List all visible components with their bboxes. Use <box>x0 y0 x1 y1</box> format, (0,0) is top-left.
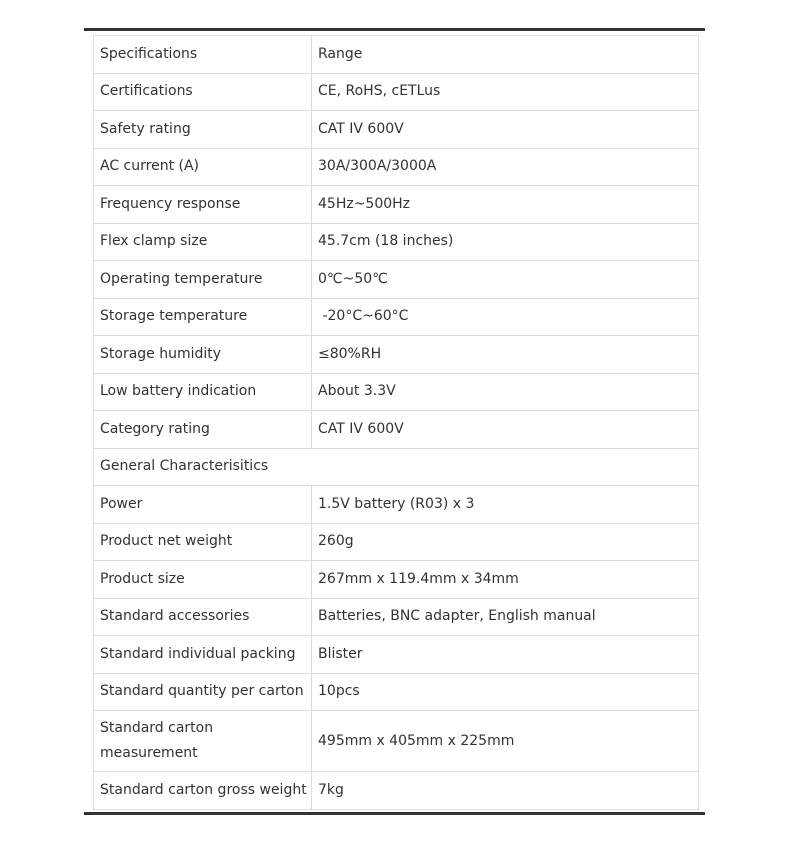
spec-label: Safety rating <box>94 111 312 149</box>
spec-value: CE, RoHS, cETLus <box>312 73 699 111</box>
spec-label: Operating temperature <box>94 261 312 299</box>
table-row <box>94 261 699 299</box>
spec-label: Product size <box>94 561 312 599</box>
spec-label: Frequency response <box>94 186 312 224</box>
section-title: General Characterisitics <box>94 448 699 486</box>
table-row <box>94 186 699 224</box>
table-row <box>94 598 699 636</box>
spec-label: Standard carton measurement <box>94 711 312 772</box>
spec-label: Product net weight <box>94 523 312 561</box>
spec-value: 267mm x 119.4mm x 34mm <box>312 561 699 599</box>
header-value-cell: Range <box>312 36 699 74</box>
table-row <box>94 336 699 374</box>
spec-label: AC current (A) <box>94 148 312 186</box>
spec-sheet-frame <box>84 28 705 815</box>
table-row <box>94 373 699 411</box>
specifications-table <box>93 35 699 810</box>
spec-label: Power <box>94 486 312 524</box>
header-label-cell: Specifications <box>94 36 312 74</box>
spec-label: Standard carton gross weight <box>94 772 312 810</box>
table-row <box>94 411 699 449</box>
table-row <box>94 486 699 524</box>
spec-label: Storage temperature <box>94 298 312 336</box>
spec-label: Category rating <box>94 411 312 449</box>
table-header-row <box>94 36 699 74</box>
spec-value: About 3.3V <box>312 373 699 411</box>
spec-value: Blister <box>312 636 699 674</box>
spec-value: Batteries, BNC adapter, English manual <box>312 598 699 636</box>
spec-value: 0℃~50℃ <box>312 261 699 299</box>
spec-value: ≤80%RH <box>312 336 699 374</box>
spec-value: 495mm x 405mm x 225mm <box>312 711 699 772</box>
spec-label: Storage humidity <box>94 336 312 374</box>
spec-value: 260g <box>312 523 699 561</box>
spec-value: 30A/300A/3000A <box>312 148 699 186</box>
table-row <box>94 298 699 336</box>
table-row <box>94 561 699 599</box>
spec-value: -20°C~60°C <box>312 298 699 336</box>
spec-value: 10pcs <box>312 673 699 711</box>
table-row <box>94 636 699 674</box>
table-row <box>94 673 699 711</box>
spec-value: 45.7cm (18 inches) <box>312 223 699 261</box>
spec-label: Flex clamp size <box>94 223 312 261</box>
table-row <box>94 711 699 772</box>
spec-value: 45Hz~500Hz <box>312 186 699 224</box>
table-row <box>94 148 699 186</box>
spec-label: Low battery indication <box>94 373 312 411</box>
spec-value: 7kg <box>312 772 699 810</box>
table-row <box>94 223 699 261</box>
table-row <box>94 73 699 111</box>
spec-value: 1.5V battery (R03) x 3 <box>312 486 699 524</box>
spec-label: Standard accessories <box>94 598 312 636</box>
table-row <box>94 523 699 561</box>
spec-value: CAT IV 600V <box>312 411 699 449</box>
spec-value: CAT IV 600V <box>312 111 699 149</box>
table-row <box>94 111 699 149</box>
table-row <box>94 772 699 810</box>
section-header-row <box>94 448 699 486</box>
spec-label: Certifications <box>94 73 312 111</box>
spec-label: Standard individual packing <box>94 636 312 674</box>
spec-label: Standard quantity per carton <box>94 673 312 711</box>
